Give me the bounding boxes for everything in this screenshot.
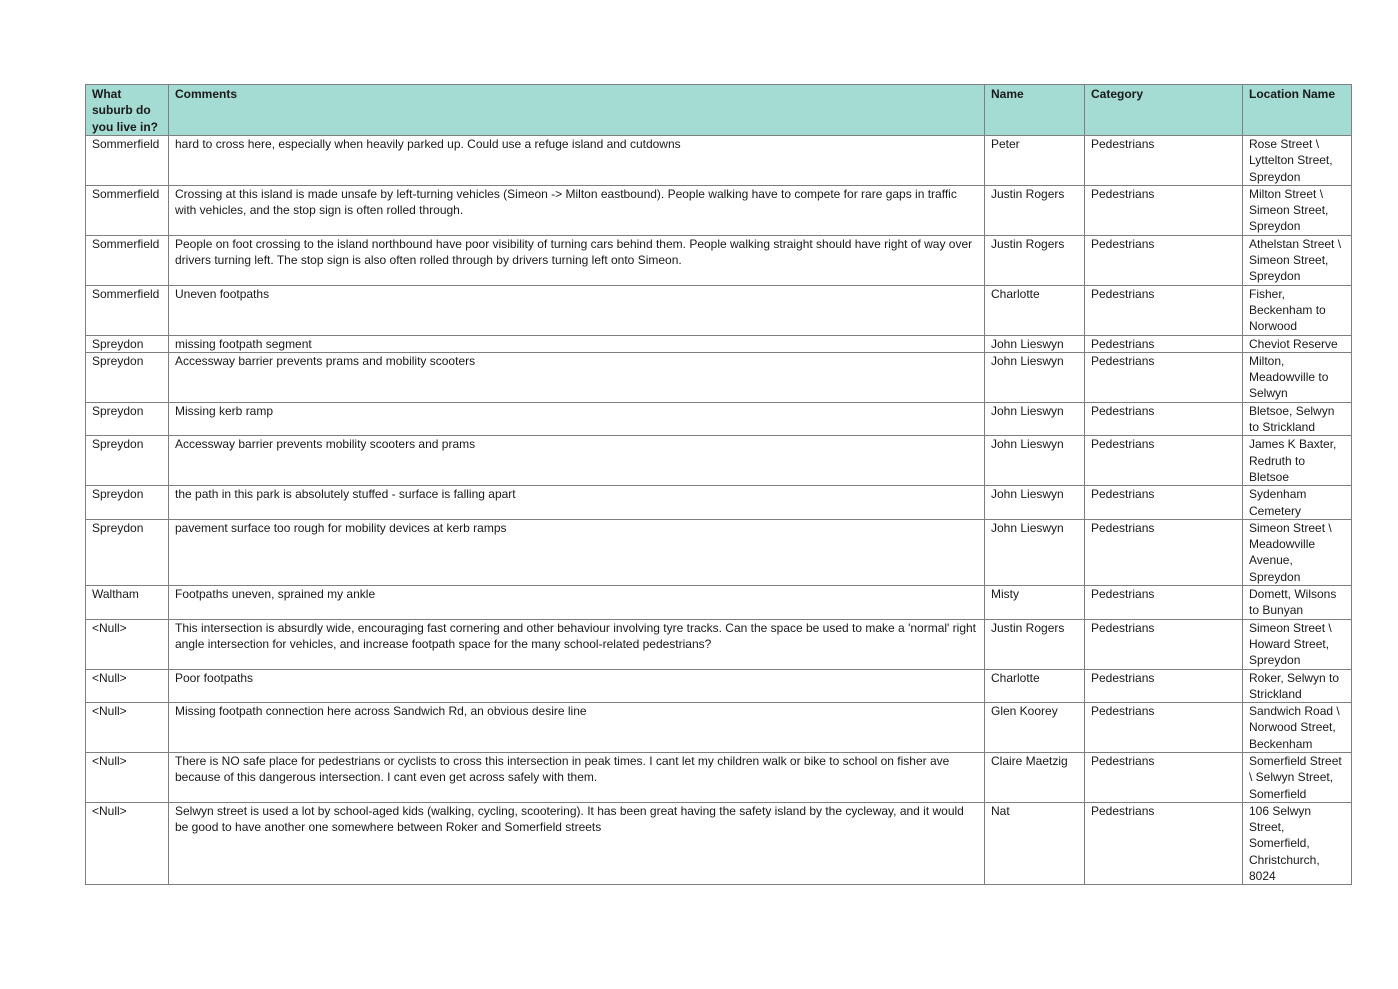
cell-comments: There is NO safe place for pedestrians or cyclists to cross this intersection in peak times. I cant let my children walk or bike to school on fisher ave because of this dangerous intersection. I cant even get across safely with them. xyxy=(169,752,985,802)
table-row xyxy=(86,436,1352,486)
comments-table xyxy=(85,84,1352,885)
cell-location-name: Athelstan Street \ Simeon Street, Spreydon xyxy=(1243,235,1352,285)
cell-suburb: <Null> xyxy=(86,619,169,669)
cell-suburb: Spreydon xyxy=(86,335,169,352)
cell-category: Pedestrians xyxy=(1085,352,1243,402)
table-row xyxy=(86,185,1352,235)
cell-suburb: Spreydon xyxy=(86,436,169,486)
cell-comments: hard to cross here, especially when heavily parked up. Could use a refuge island and cutdowns xyxy=(169,136,985,186)
table-row xyxy=(86,285,1352,335)
cell-name: Misty xyxy=(985,586,1085,620)
cell-category: Pedestrians xyxy=(1085,752,1243,802)
table-row xyxy=(86,703,1352,753)
cell-name: Charlotte xyxy=(985,669,1085,703)
cell-comments: Selwyn street is used a lot by school-aged kids (walking, cycling, scootering). It has been great having the safety island by the cycleway, and it would be good to have another one somewhere between Roker and Somerfield streets xyxy=(169,802,985,884)
table-row xyxy=(86,802,1352,884)
table-row xyxy=(86,619,1352,669)
cell-location-name: Sydenham Cemetery xyxy=(1243,486,1352,520)
cell-name: John Lieswyn xyxy=(985,335,1085,352)
cell-location-name: Milton Street \ Simeon Street, Spreydon xyxy=(1243,185,1352,235)
cell-location-name: Domett, Wilsons to Bunyan xyxy=(1243,586,1352,620)
cell-category: Pedestrians xyxy=(1085,285,1243,335)
cell-location-name: Simeon Street \ Meadowville Avenue, Spreydon xyxy=(1243,519,1352,585)
cell-suburb: Sommerfield xyxy=(86,285,169,335)
cell-name: Nat xyxy=(985,802,1085,884)
cell-suburb: Spreydon xyxy=(86,352,169,402)
header-category: Category xyxy=(1085,85,1243,136)
cell-comments: Missing kerb ramp xyxy=(169,402,985,436)
table-row xyxy=(86,519,1352,585)
table-row xyxy=(86,752,1352,802)
cell-suburb: Sommerfield xyxy=(86,185,169,235)
cell-name: Justin Rogers xyxy=(985,235,1085,285)
cell-location-name: Rose Street \ Lyttelton Street, Spreydon xyxy=(1243,136,1352,186)
cell-comments: Accessway barrier prevents mobility scooters and prams xyxy=(169,436,985,486)
header-name: Name xyxy=(985,85,1085,136)
cell-comments: People on foot crossing to the island northbound have poor visibility of turning cars behind them. People walking straight should have right of way over drivers turning left. The stop sign is also often rolled through by drivers turning left onto Simeon. xyxy=(169,235,985,285)
cell-location-name: 106 Selwyn Street, Somerfield, Christchurch, 8024 xyxy=(1243,802,1352,884)
cell-category: Pedestrians xyxy=(1085,185,1243,235)
table-row xyxy=(86,402,1352,436)
cell-location-name: Cheviot Reserve xyxy=(1243,335,1352,352)
cell-comments: pavement surface too rough for mobility devices at kerb ramps xyxy=(169,519,985,585)
cell-name: Peter xyxy=(985,136,1085,186)
cell-category: Pedestrians xyxy=(1085,669,1243,703)
cell-category: Pedestrians xyxy=(1085,586,1243,620)
table-body xyxy=(86,136,1352,885)
cell-category: Pedestrians xyxy=(1085,519,1243,585)
cell-name: Justin Rogers xyxy=(985,185,1085,235)
cell-suburb: <Null> xyxy=(86,669,169,703)
cell-location-name: Milton, Meadowville to Selwyn xyxy=(1243,352,1352,402)
cell-name: John Lieswyn xyxy=(985,402,1085,436)
cell-location-name: Simeon Street \ Howard Street, Spreydon xyxy=(1243,619,1352,669)
cell-name: John Lieswyn xyxy=(985,436,1085,486)
cell-location-name: James K Baxter, Redruth to Bletsoe xyxy=(1243,436,1352,486)
cell-comments: Accessway barrier prevents prams and mobility scooters xyxy=(169,352,985,402)
data-table-container xyxy=(85,84,1351,885)
cell-name: John Lieswyn xyxy=(985,352,1085,402)
cell-location-name: Fisher, Beckenham to Norwood xyxy=(1243,285,1352,335)
cell-category: Pedestrians xyxy=(1085,436,1243,486)
cell-location-name: Somerfield Street \ Selwyn Street, Somerfield xyxy=(1243,752,1352,802)
cell-comments: missing footpath segment xyxy=(169,335,985,352)
table-row xyxy=(86,669,1352,703)
cell-name: Justin Rogers xyxy=(985,619,1085,669)
cell-comments: Crossing at this island is made unsafe by left-turning vehicles (Simeon -> Milton eastbound). People walking have to compete for rare gaps in traffic with vehicles, and the stop sign is often rolled through. xyxy=(169,185,985,235)
cell-suburb: Spreydon xyxy=(86,486,169,520)
cell-category: Pedestrians xyxy=(1085,136,1243,186)
header-row xyxy=(86,85,1352,136)
cell-suburb: Waltham xyxy=(86,586,169,620)
cell-location-name: Bletsoe, Selwyn to Strickland xyxy=(1243,402,1352,436)
cell-category: Pedestrians xyxy=(1085,335,1243,352)
table-row xyxy=(86,352,1352,402)
cell-suburb: Sommerfield xyxy=(86,235,169,285)
cell-location-name: Sandwich Road \ Norwood Street, Beckenham xyxy=(1243,703,1352,753)
cell-name: Charlotte xyxy=(985,285,1085,335)
cell-category: Pedestrians xyxy=(1085,703,1243,753)
cell-suburb: Spreydon xyxy=(86,402,169,436)
cell-suburb: Sommerfield xyxy=(86,136,169,186)
cell-comments: the path in this park is absolutely stuffed - surface is falling apart xyxy=(169,486,985,520)
header-suburb: What suburb do you live in? xyxy=(86,85,169,136)
cell-category: Pedestrians xyxy=(1085,402,1243,436)
cell-location-name: Roker, Selwyn to Strickland xyxy=(1243,669,1352,703)
table-row xyxy=(86,486,1352,520)
cell-comments: Uneven footpaths xyxy=(169,285,985,335)
cell-category: Pedestrians xyxy=(1085,486,1243,520)
cell-category: Pedestrians xyxy=(1085,619,1243,669)
cell-suburb: <Null> xyxy=(86,802,169,884)
cell-suburb: <Null> xyxy=(86,752,169,802)
cell-suburb: <Null> xyxy=(86,703,169,753)
cell-comments: This intersection is absurdly wide, encouraging fast cornering and other behaviour involving tyre tracks. Can the space be used to make a 'normal' right angle intersection for vehicles, and increase footpath space for the many school-related pedestrians? xyxy=(169,619,985,669)
cell-name: John Lieswyn xyxy=(985,519,1085,585)
cell-comments: Footpaths uneven, sprained my ankle xyxy=(169,586,985,620)
header-comments: Comments xyxy=(169,85,985,136)
cell-category: Pedestrians xyxy=(1085,235,1243,285)
table-row xyxy=(86,586,1352,620)
cell-category: Pedestrians xyxy=(1085,802,1243,884)
cell-name: Claire Maetzig xyxy=(985,752,1085,802)
table-row xyxy=(86,235,1352,285)
cell-comments: Missing footpath connection here across Sandwich Rd, an obvious desire line xyxy=(169,703,985,753)
table-row xyxy=(86,335,1352,352)
cell-name: Glen Koorey xyxy=(985,703,1085,753)
cell-comments: Poor footpaths xyxy=(169,669,985,703)
table-row xyxy=(86,136,1352,186)
cell-suburb: Spreydon xyxy=(86,519,169,585)
header-location-name: Location Name xyxy=(1243,85,1352,136)
cell-name: John Lieswyn xyxy=(985,486,1085,520)
